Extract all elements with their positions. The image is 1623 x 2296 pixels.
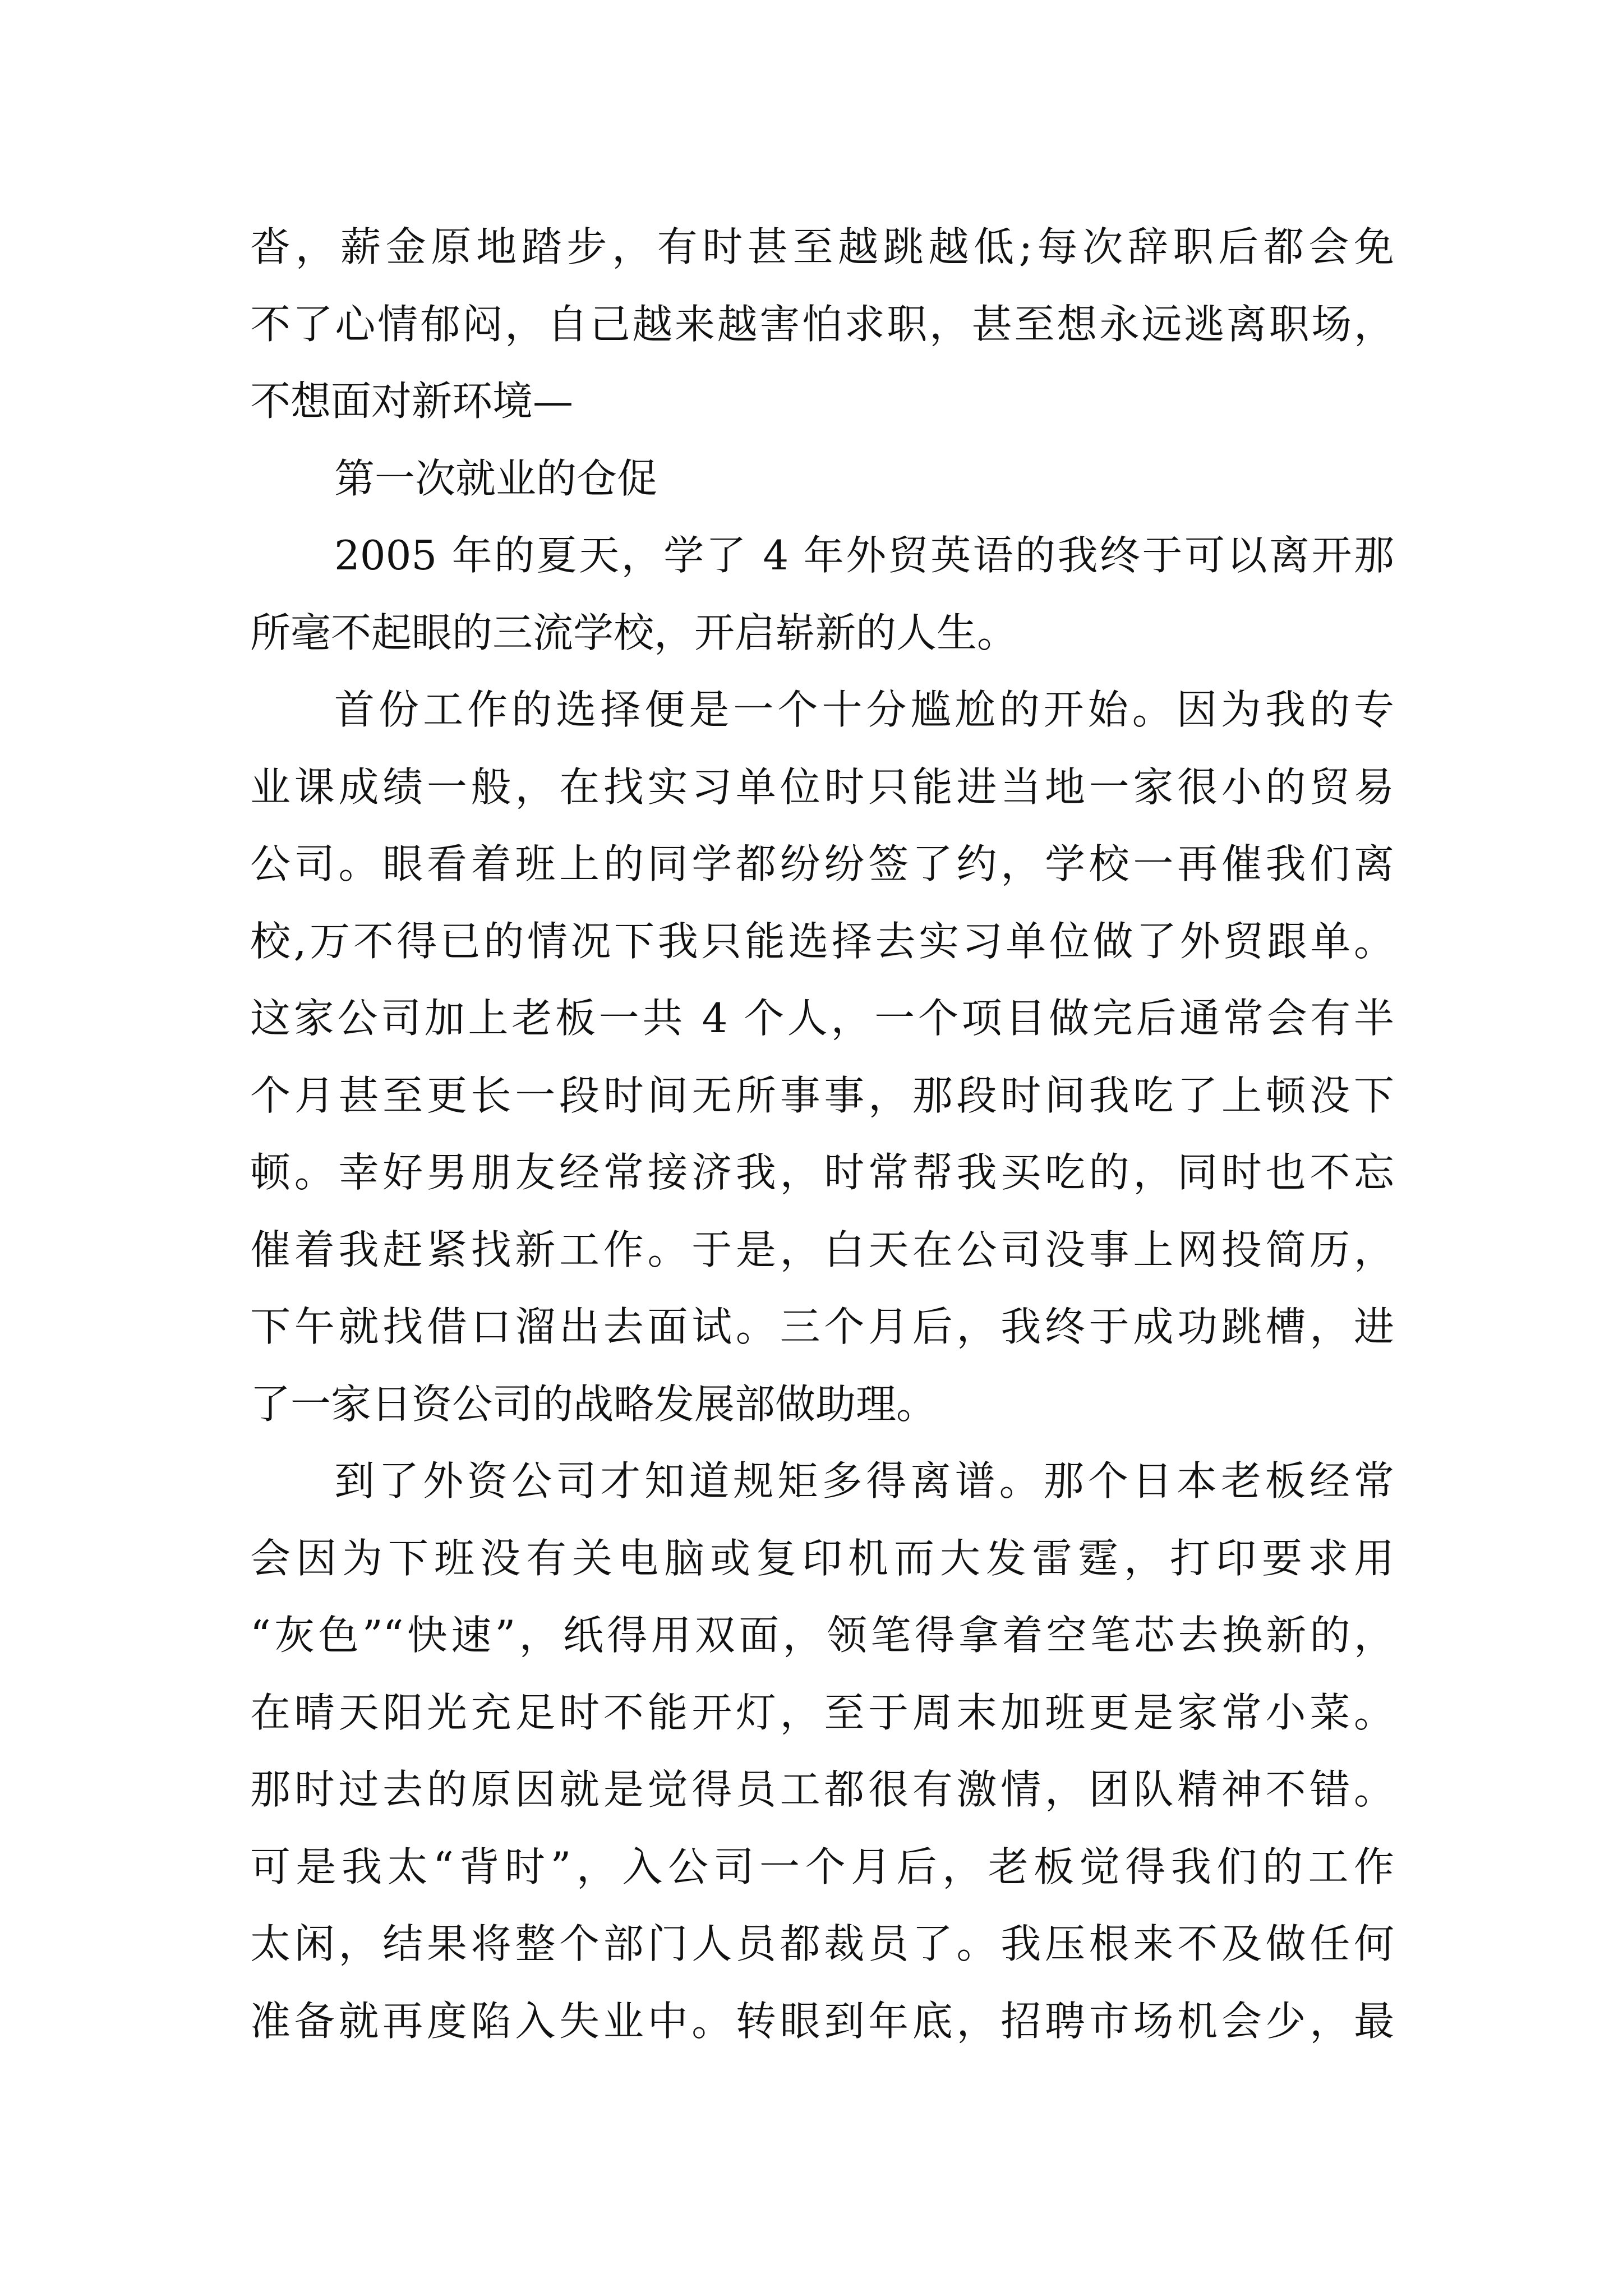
text-line: 在晴天阳光充足时不能开灯，至于周末加班更是家常小菜。 — [250, 1688, 1394, 1736]
text-line: “灰色”“快速”，纸得用双面，领笔得拿着空笔芯去换新的， — [250, 1612, 1394, 1659]
text-line: 那时过去的原因就是觉得员工都很有激情，团队精神不错。 — [250, 1766, 1394, 1813]
text-line: 公司。眼看着班上的同学都纷纷签了约，学校一再催我们离 — [250, 840, 1394, 887]
text-line: 可是我太“背时”，入公司一个月后，老板觉得我们的工作 — [250, 1843, 1394, 1890]
text-line: 了一家日资公司的战略发展部做助理。 — [250, 1380, 937, 1428]
text-line: 准备就再度陷入失业中。转眼到年底，招聘市场机会少，最 — [250, 1997, 1394, 2045]
text-line: 个月甚至更长一段时间无所事事，那段时间我吃了上顿没下 — [250, 1071, 1394, 1119]
text-line: 催着我赶紧找新工作。于是，白天在公司没事上网投简历， — [250, 1226, 1394, 1273]
text-line: 首份工作的选择便是一个十分尴尬的开始。因为我的专 — [334, 686, 1394, 733]
text-line: 不了心情郁闷，自己越来越害怕求职，甚至想永远逃离职场， — [250, 300, 1394, 348]
text-line: 所毫不起眼的三流学校，开启崭新的人生。 — [250, 609, 1018, 656]
text-line: 下午就找借口溜出去面试。三个月后，我终于成功跳槽，进 — [250, 1303, 1394, 1350]
text-line: 2005 年的夏天，学了 4 年外贸英语的我终于可以离开那 — [334, 532, 1394, 579]
text-line: 这家公司加上老板一共 4 个人，一个项目做完后通常会有半 — [250, 995, 1394, 1042]
text-line: 业课成绩一般，在找实习单位时只能进当地一家很小的贸易 — [250, 763, 1394, 811]
text-line: 到了外资公司才知道规矩多得离谱。那个日本老板经常 — [334, 1457, 1394, 1504]
text-line: 顿。幸好男朋友经常接济我，时常帮我买吃的，同时也不忘 — [250, 1149, 1394, 1196]
text-line: 第一次就业的仓促 — [334, 454, 658, 502]
text-line: 太闲，结果将整个部门人员都裁员了。我压根来不及做任何 — [250, 1920, 1394, 1967]
text-line: 不想面对新环境— — [250, 378, 574, 425]
text-line: 沓，薪金原地踏步，有时甚至越跳越低;每次辞职后都会免 — [250, 223, 1394, 270]
article-body — [250, 209, 1394, 2060]
text-line: 会因为下班没有关电脑或复印机而大发雷霆，打印要求用 — [250, 1534, 1394, 1582]
text-line: 校,万不得已的情况下我只能选择去实习单位做了外贸跟单。 — [250, 917, 1394, 965]
